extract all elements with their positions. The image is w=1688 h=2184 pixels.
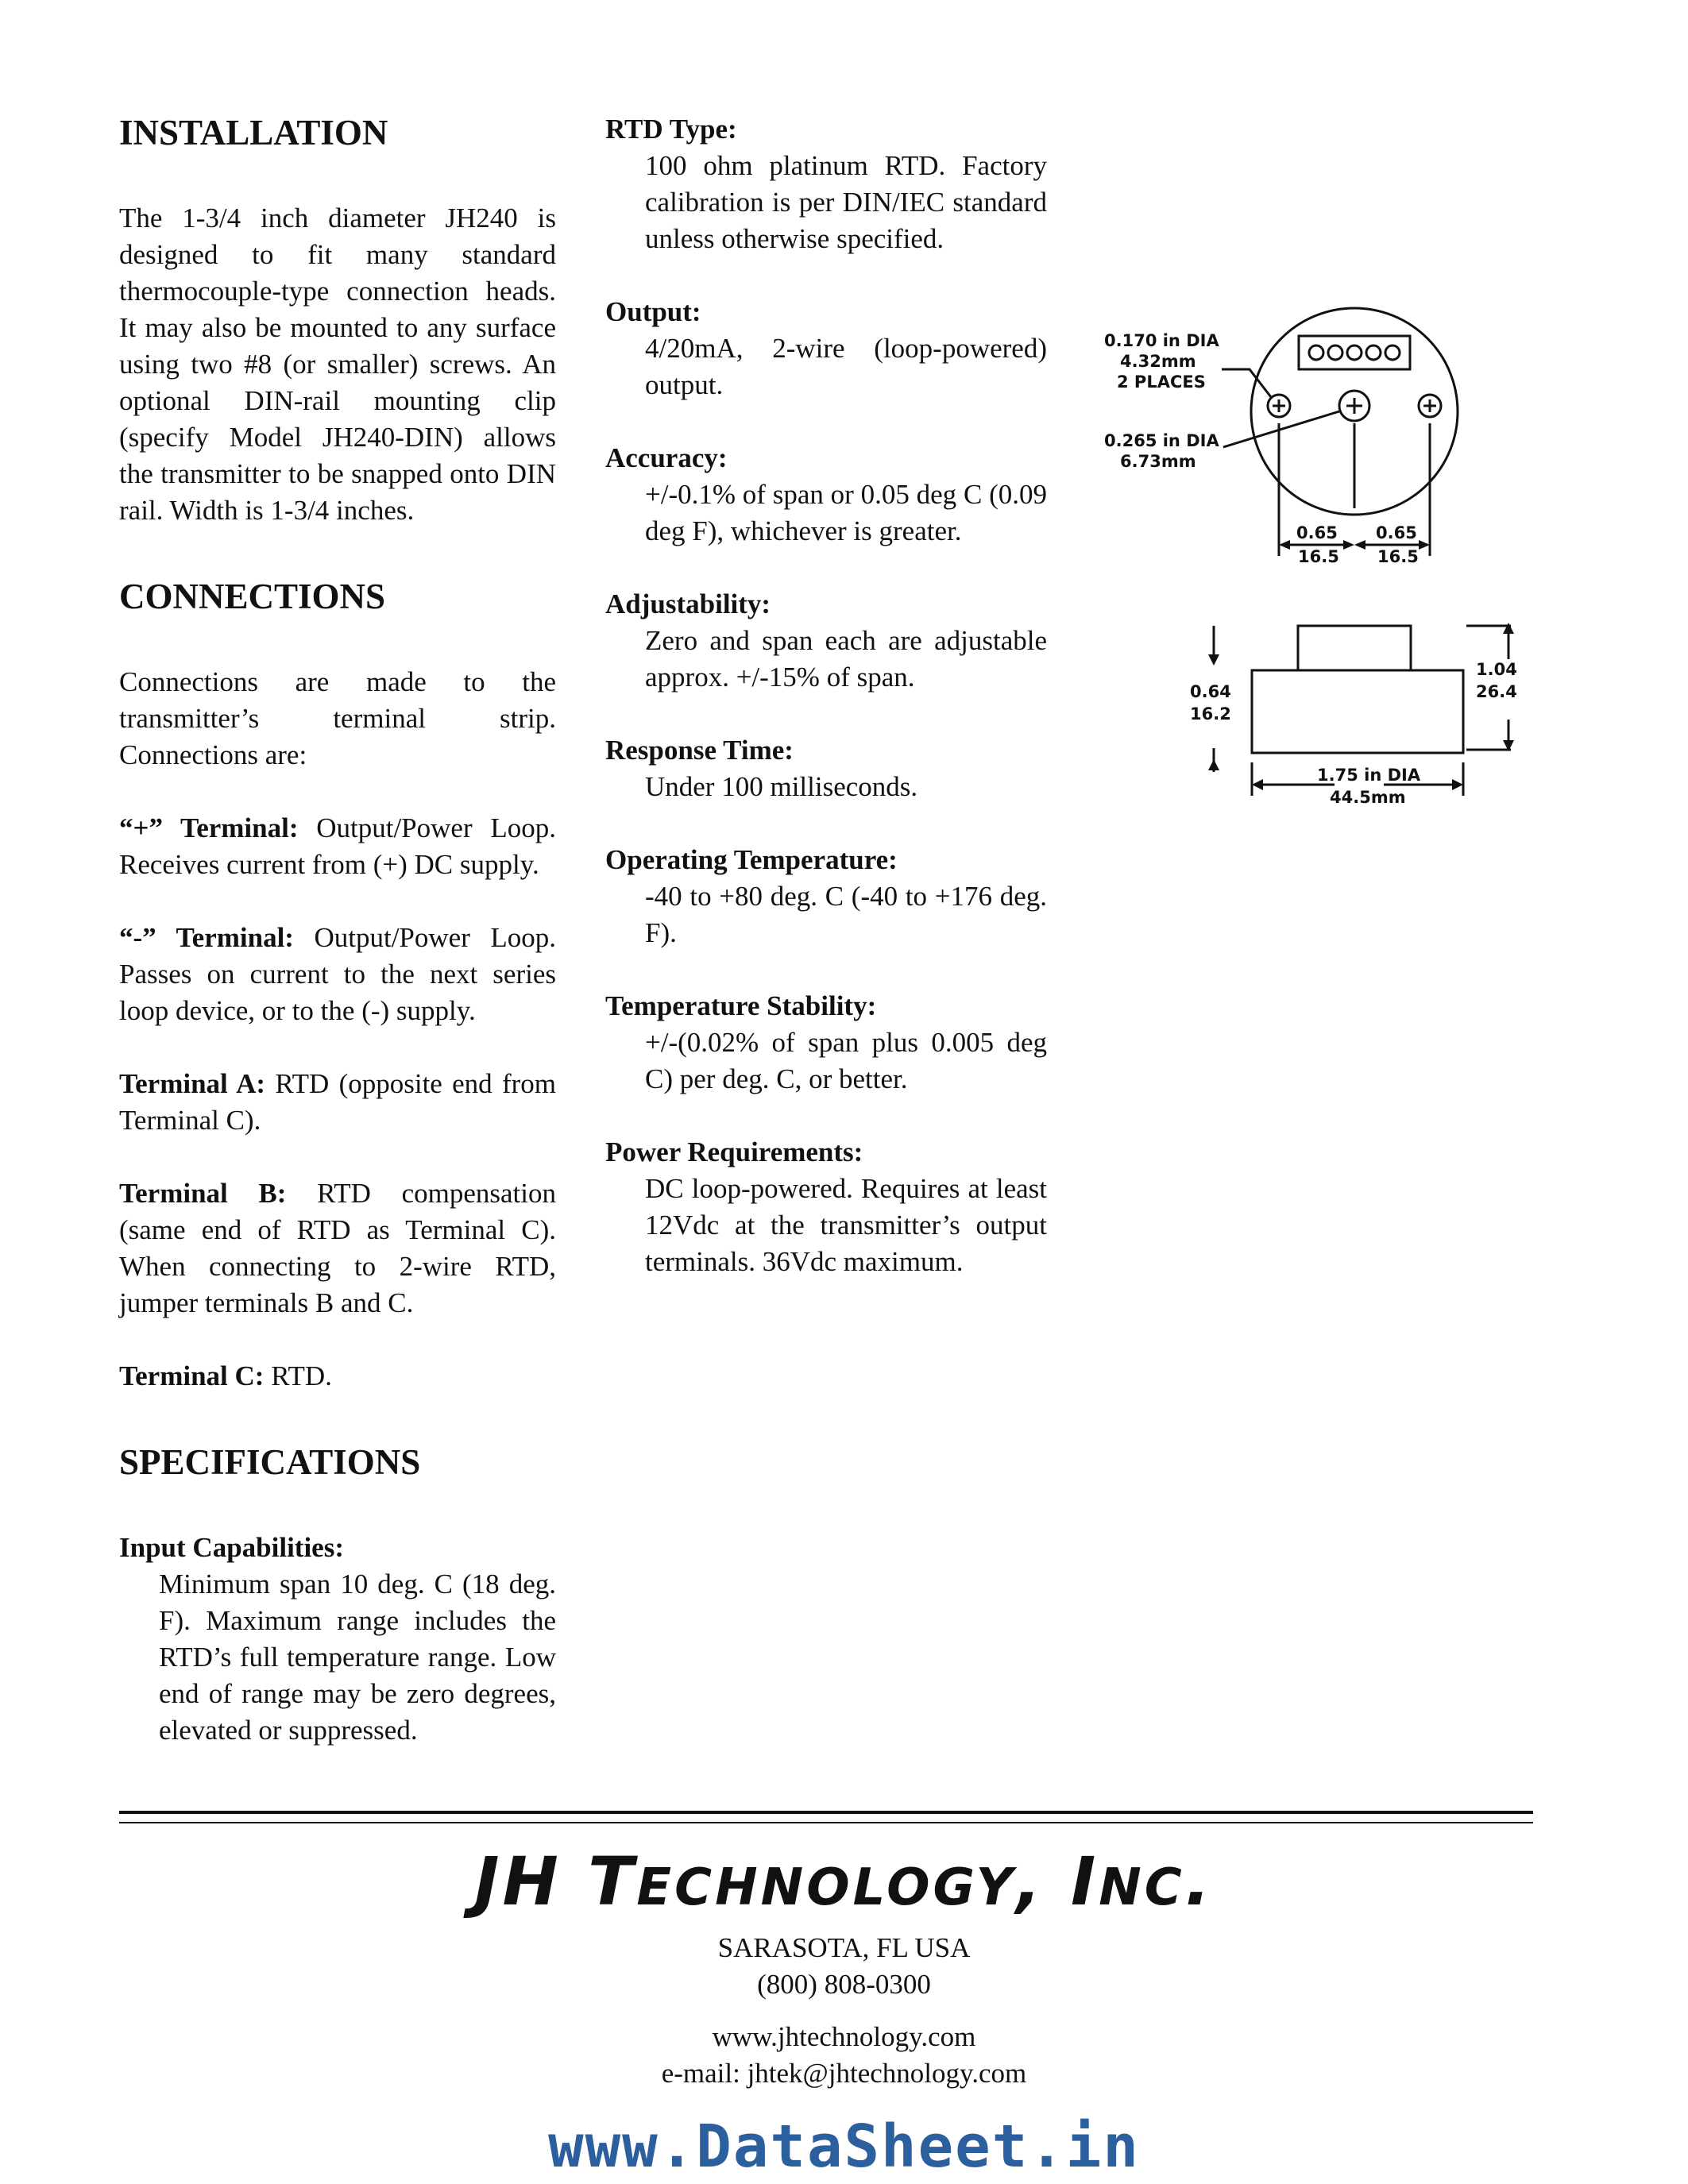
spec-label: Input Capabilities: (119, 1532, 344, 1563)
spec-label: Temperature Stability: (605, 990, 877, 1021)
connection-text: RTD (opposite end from Terminal C). (119, 1068, 556, 1136)
connection-text: RTD compensation (same end of RTD as Terminal C). When connecting to 2-wire RTD, jumper terminals B and C. (119, 1178, 556, 1318)
side-view-body (1252, 670, 1463, 753)
footer-rule (119, 1811, 1533, 1814)
hole-large-mm: 6.73mm (1120, 452, 1196, 471)
spec-label: Power Requirements: (605, 1136, 863, 1167)
spec-label: Operating Temperature: (605, 844, 898, 875)
spec-text: Under 100 milliseconds. (645, 771, 918, 802)
connection-b (119, 1175, 556, 1322)
connection-label: Terminal C: (119, 1360, 265, 1391)
hole-small-mm: 4.32mm (1120, 352, 1196, 371)
connection-label: Terminal B: (119, 1178, 287, 1209)
connection-label: Terminal A: (119, 1068, 266, 1099)
hole-small-count: 2 PLACES (1117, 372, 1206, 392)
watermark: www.DataSheet.in (548, 2113, 1140, 2181)
connection-label: “-” Terminal: (119, 922, 294, 953)
height-right-in: 1.04 (1476, 660, 1517, 679)
connection-minus (119, 920, 556, 1029)
spacing-right-in: 0.65 (1376, 523, 1417, 542)
company-city: SARASOTA, FL USA (717, 1932, 971, 1963)
spec-label: Response Time: (605, 735, 794, 766)
connection-c (119, 1358, 556, 1395)
spec-text: +/-(0.02% of span plus 0.005 deg C) per deg. C, or better. (645, 1027, 1047, 1094)
spec-text: +/-0.1% of span or 0.05 deg C (0.09 deg F), whichever is greater. (645, 479, 1047, 546)
spec-text: -40 to +80 deg. C (-40 to +176 deg. F). (645, 881, 1047, 948)
connections-intro: Connections are made to the transmitter’s terminal strip. Connections are: (119, 666, 556, 770)
height-left-mm: 16.2 (1190, 704, 1231, 723)
specifications-heading: SPECIFICATIONS (119, 1442, 421, 1482)
side-view-cap (1298, 626, 1411, 670)
spec-label: Adjustability: (605, 588, 771, 619)
hole-small-label: 0.170 in DIA (1104, 331, 1219, 350)
installation-text: The 1-3/4 inch diameter JH240 is designed to fit many standard thermocouple-type connection heads. It may also be mounted to any surface using two #8 (or smaller) screws. An optional DIN-rail mounting clip (specify Model JH240-DIN) allows the transmitter to be snapped onto DIN rail. Width is 1-3/4 inches. (119, 203, 556, 526)
spec-text: 4/20mA, 2-wire (loop-powered) output. (645, 333, 1047, 400)
spacing-left-mm: 16.5 (1298, 547, 1339, 566)
connections-heading: CONNECTIONS (119, 577, 386, 616)
specs-column (605, 111, 1047, 1280)
connection-text: Output/Power Loop. Passes on current to the next series loop device, or to the (-) supply. (119, 922, 556, 1026)
diameter-in: 1.75 in DIA (1317, 766, 1421, 785)
spec-text: Zero and span each are adjustable approx. +/-15% of span. (645, 625, 1047, 693)
company-logo: JH TECHNOLOGY, INC. (474, 1843, 1214, 1920)
spacing-left-in: 0.65 (1296, 523, 1338, 542)
installation-heading: INSTALLATION (119, 113, 388, 152)
spec-text: 100 ohm platinum RTD. Factory calibration is per DIN/IEC standard unless otherwise specified. (645, 150, 1047, 254)
connection-label: “+” Terminal: (119, 812, 299, 843)
connection-a (119, 1066, 556, 1139)
footer-rule (119, 1822, 1533, 1823)
connection-text: RTD. (264, 1360, 332, 1391)
company-website: www.jhtechnology.com (712, 2021, 976, 2052)
spec-label: RTD Type: (605, 114, 737, 145)
height-left-in: 0.64 (1190, 682, 1231, 701)
diameter-mm: 44.5mm (1330, 788, 1406, 807)
spacing-right-mm: 16.5 (1377, 547, 1419, 566)
spec-label: Accuracy: (605, 442, 728, 473)
dimension-diagram (1096, 292, 1525, 816)
spec-text: DC loop-powered. Requires at least 12Vdc at the transmitter’s output terminals. 36Vdc maximum. (645, 1173, 1047, 1277)
connection-plus (119, 810, 556, 883)
company-email: e-mail: jhtek@jhtechnology.com (661, 2058, 1027, 2089)
terminal-strip (1299, 336, 1410, 369)
spec-text: Minimum span 10 deg. C (18 deg. F). Maximum range includes the RTD’s full temperature range. Low end of range may be zero degrees, elevated or suppressed. (159, 1569, 556, 1746)
height-right-mm: 26.4 (1476, 682, 1517, 701)
connection-text: Output/Power Loop. Receives current from (+) DC supply. (119, 812, 556, 880)
left-column (119, 111, 556, 1749)
company-phone: (800) 808-0300 (757, 1969, 931, 2000)
spec-label: Output: (605, 296, 701, 327)
hole-large-label: 0.265 in DIA (1104, 431, 1219, 450)
